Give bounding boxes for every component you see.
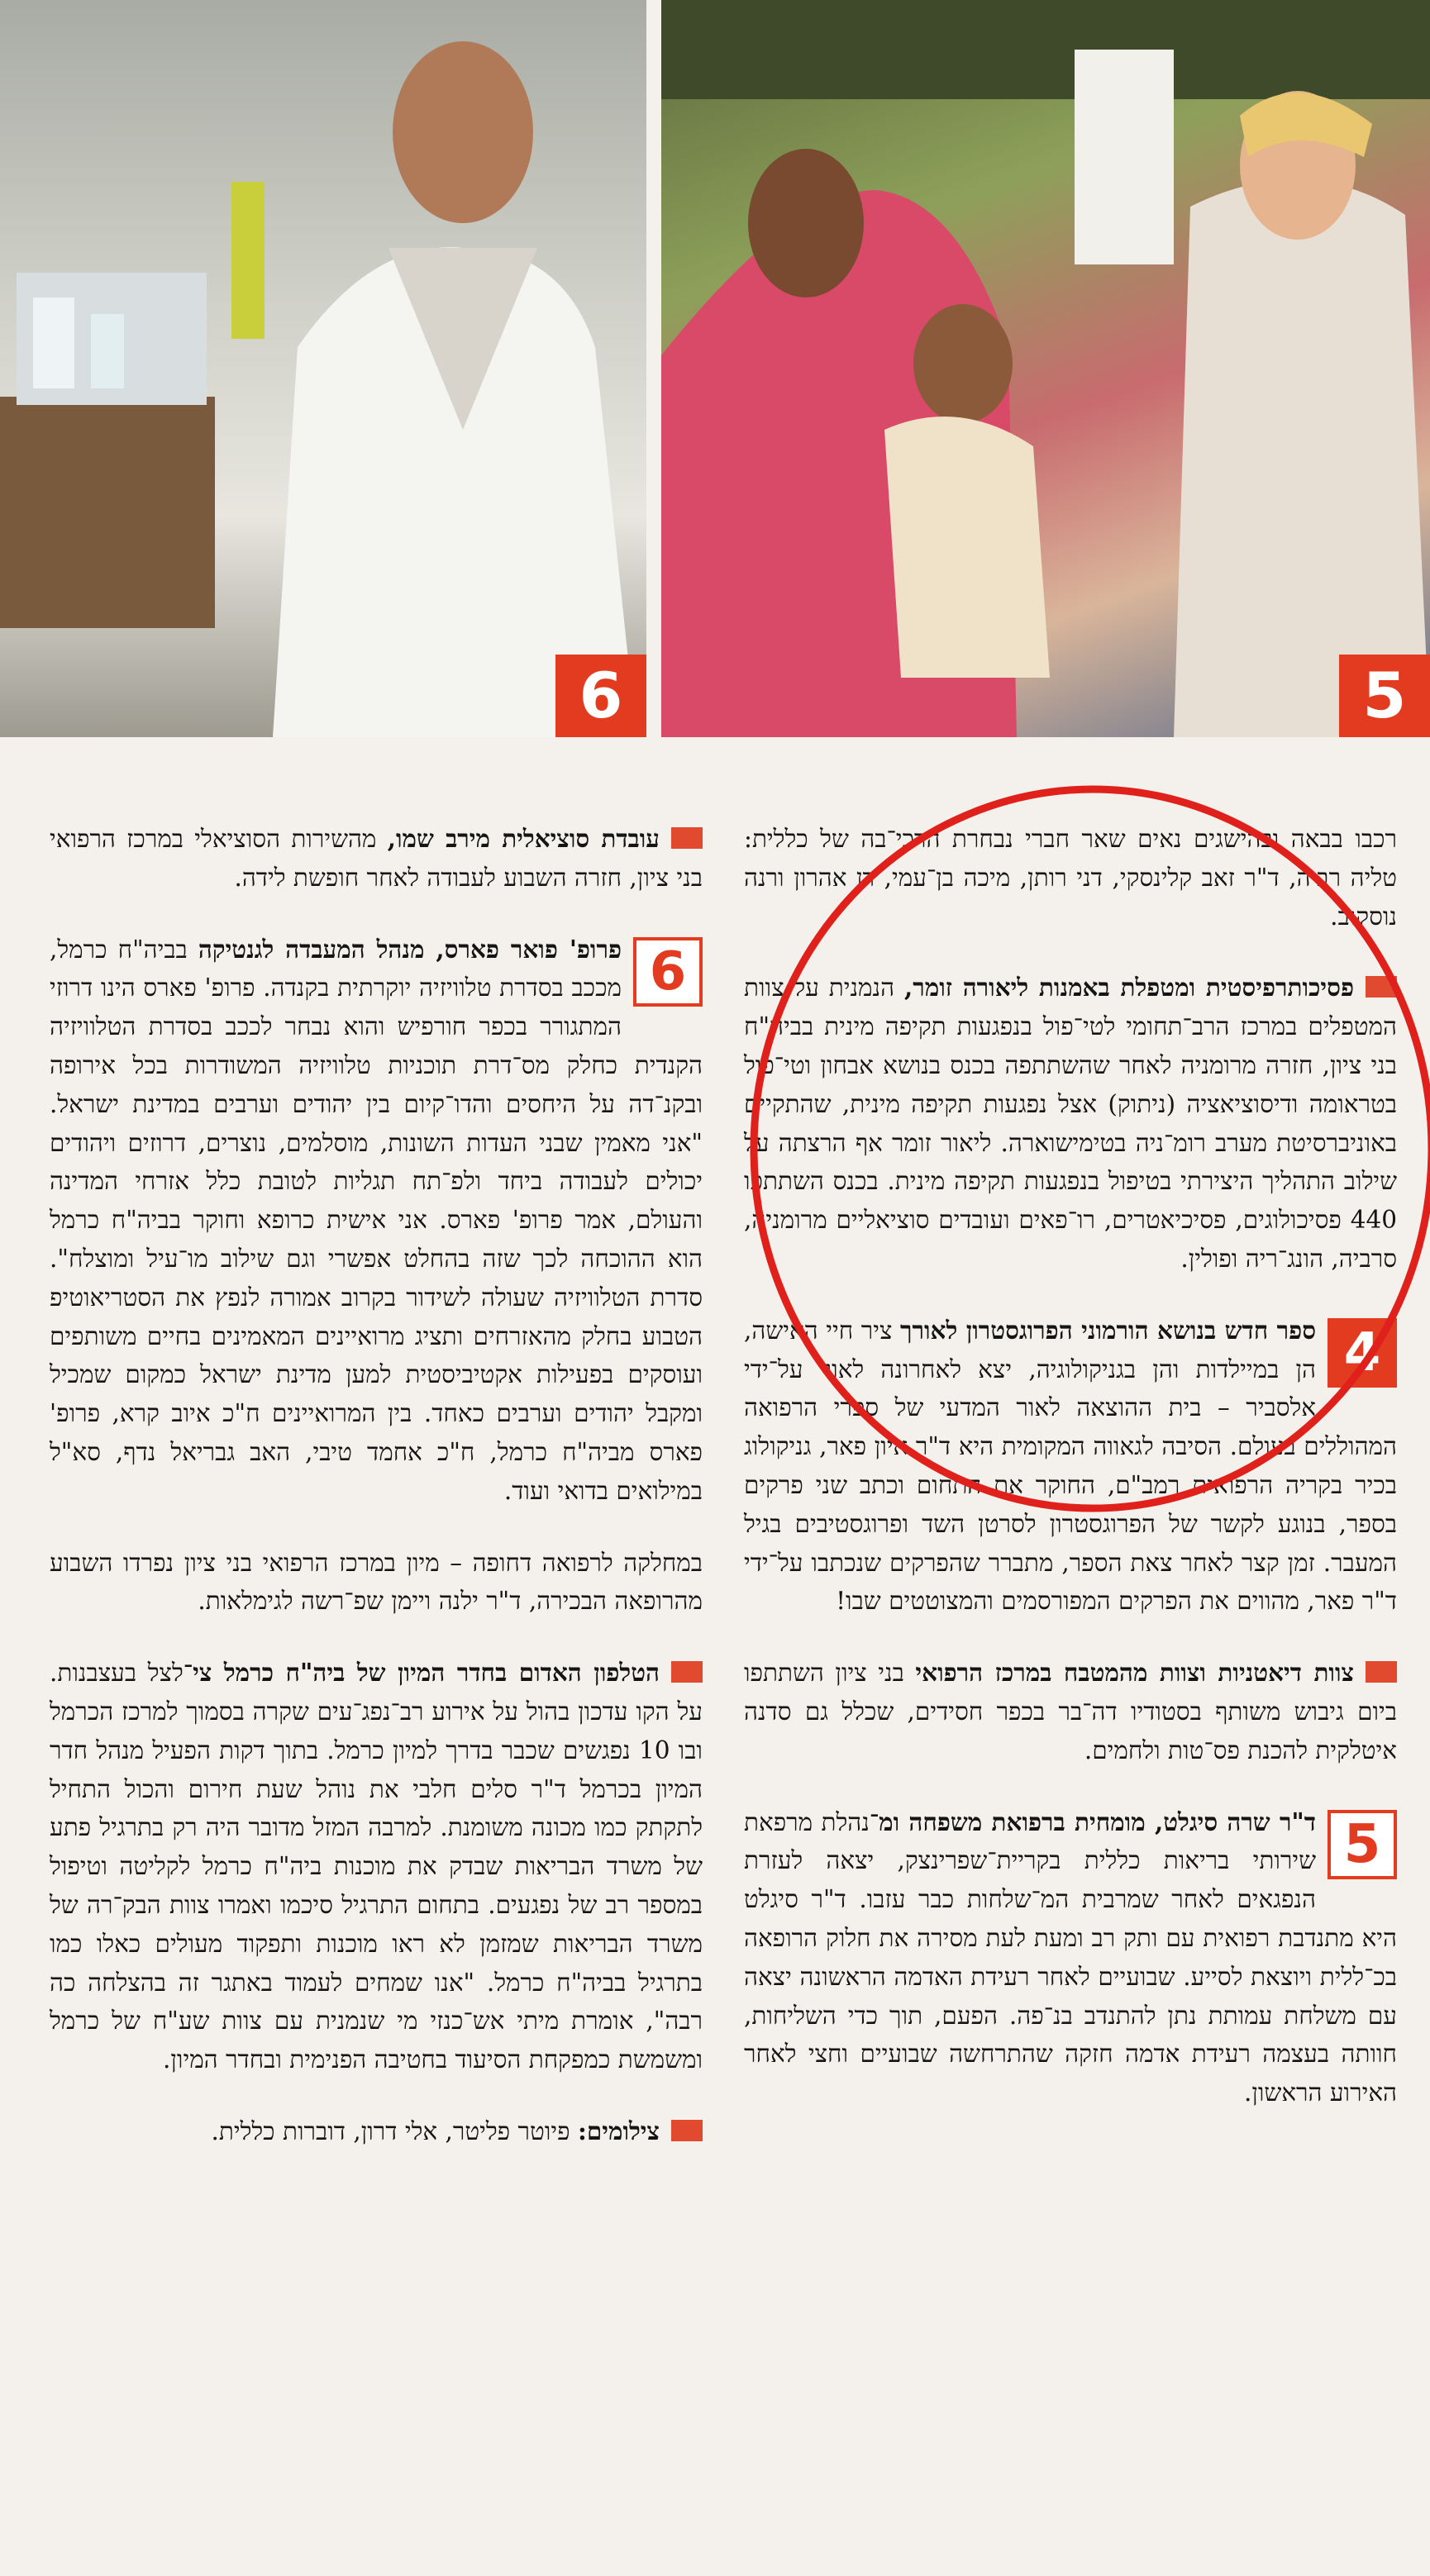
paragraph-lead: ספר חדש בנושא הורמוני הפרוגסטרון לאורך bbox=[900, 1315, 1316, 1345]
article-column-left bbox=[50, 820, 703, 2151]
paragraph-lead: פרופ' פואר פארס, מנהל המעבדה לגנטיקה bbox=[198, 934, 622, 964]
article-paragraph bbox=[744, 1803, 1397, 2112]
paragraph-text: הנמנית על צוות המטפלים במרכז הרב־תחומי לטי־פול בנפגעות תקיפה מינית בביה"ח בני ציון, חזרה מרומניה לאחר שהשתתפה בכנס בנושא אבחון וטי־פול בטראומה ודיסוציאציה (ניתוק) אצל נפגעות תקיפה מינית, שהתקיים באוניברסיטת מערב רומ־ניה בטימישוארה. ליאור זומר אף הרצתה על שילוב התהליך היצירתי בטיפול בנפגעות תקיפה מינית. בכנס השתתפו 440 פסיכולוגים, פסיכיאטרים, רו־פאים ועובדים סוציאליים מרומניה, סרביה, הונג־ריה ופולין. bbox=[744, 974, 1397, 1273]
article-paragraph bbox=[50, 2112, 703, 2151]
article-paragraph bbox=[744, 820, 1397, 936]
photo-doctor-illustration bbox=[0, 0, 646, 737]
paragraph-text: ציר חיי האישה, הן במיילדות והן בגניקולוגיה, יצא לאחרונה לאור על־ידי אלסביר – בית ההוצאה לאור המדעי של ספרי הרפואה המהוללים בעולם. הסיבה לגאווה המקומית היא ד"ר איון פאר, גניקולוג בכיר בקריה הרפואית רמב"ם, החוקר את התחום וכתב שני פרקים בספר, בנוגע לקשר של הפרוגסטרון לסרטן השד ופרוגסטיבים בגיל המעבר. זמן קצר לאחר צאת הספר, מתברר שהפרקים שנכתבו על־ידי ד"ר פאר, מהווים את הפרקים המפורסמים והמצוטטים שבו! bbox=[744, 1316, 1397, 1616]
paragraph-lead: הטלפון האדום בחדר המיון של ביה"ח כרמל צי־ bbox=[183, 1658, 660, 1688]
article-paragraph bbox=[50, 1544, 703, 1621]
photo-badge-5: 5 bbox=[1339, 655, 1430, 737]
article-paragraph bbox=[744, 1654, 1397, 1769]
paragraph-lead: צילומים: bbox=[577, 2116, 660, 2145]
paragraph-lead: צוות דיאטניות וצוות מהמטבח במרכז הרפואי bbox=[915, 1658, 1354, 1688]
article-paragraph bbox=[744, 1312, 1397, 1621]
paragraph-text: בביה"ח כרמל, מככב בסדרת טלוויזיה יוקרתית בקנדה. פרופ' פארס הינו דרוזי המתגורר בכפר חורפיש והוא נבחר לככב בסדרת הטלוויזיה הקנדית כחלק מס־דרת תוכניות טלוויזיה המשודרות בכל אירופה ובקנ־דה על היחסים והדו־קיום בין יהודים וערבים במדינת ישראל. "אני מאמין שבני העדות השונות, מוסלמים, נוצרים, דרוזים ויהודים יכולים לעבודה ביחד ולפ־תח תגליות לטובת כלל אזרחי המדינה והעולם, אמר פרופ' פארס. אני אישית כרופא וחוקר בביה"ח כרמל הוא ההוכחה לכך שזה בהחלט אפשרי וגם שילוב מו־עיל ומוצלח". סדרת הטלוויזיה שעולה לשידור בקרוב אמורה לנפץ את הסטריאוטיפ הטבוע בחלק מהאזרחים ותציג מרואיינים המאמינים בחיים משותפים ועוסקים בפעילות אקטיביסטית למען מדינת ישראל כמקום שמכיל ומקבל יהודים וערבים כאחד. בין המרואיינים ח"כ איוב קרא, פרופ' פארס מביה"ח כרמל, ח"כ אחמד טיבי, האב גבריאל נדף, סא"ל במילואים בדואי ועוד. bbox=[50, 935, 703, 1505]
photo-doctor-with-child bbox=[661, 0, 1430, 737]
paragraph-text: רכבו בבאה ובהישגים נאים שאר חברי נבחרת הרכי־בה של כללית: טליה רביה, ד"ר זאב קלינסקי, דני רותן, מיכה בן־עמי, רן אהרון ורנה נוסקוב. bbox=[744, 825, 1397, 931]
section-number-badge: 4 bbox=[1328, 1318, 1397, 1388]
paragraph-lead: עובדת סוציאלית מירב שמו, bbox=[387, 824, 660, 853]
paragraph-lead: ד"ר שרה סיגלט, מומחית ברפואת משפחה ומ־ bbox=[869, 1807, 1316, 1836]
paragraph-text: בני ציון השתתפו ביום גיבוש משותף בסטודיו דה־בר בכפר חסידים, שכלל גם סדנה איטלקית להכנת פס־טות ולחמים. bbox=[744, 1659, 1397, 1764]
paragraph-text: פיוטר פליטר, אלי דרון, דוברות כללית. bbox=[211, 2117, 578, 2145]
paragraph-text: מהשירות הסוציאלי במרכז הרפואי בני ציון, חזרה השבוע לעבודה לאחר חופשת לידה. bbox=[50, 825, 703, 892]
photo-badge-6: 6 bbox=[555, 655, 646, 737]
paragraph-text: נהלת מרפאת שירותי בריאות כללית בקריית־שפרינצק, יצאה לעזרת הנפגאים לאחר שמרבית המ־שלחות כבר עזבו. ד"ר סיגלט היא מתנדבת רפואית עם ותק רב ומעת לעת מסירה את חלוק הרופאה בכ־ללית ויוצאת לסייע. שבועיים לאחר רעידת האדמה הראשונה יצאה עם משלחת עמותת נתן להתנדב בנ־פה. הפעם, תוך כדי השליחות, חוותה בעצמה רעידת אדמה חזקה שהתרחשה שבועיים וחצי לאחר האירוע הראשון. bbox=[744, 1807, 1397, 2107]
paragraph-text: במחלקה לרפואה דחופה – מיון במרכז הרפואי בני ציון נפרדו השבוע מהרופאה הבכירה, ד"ר ילנה ויימן שפ־רשה לגימלאות. bbox=[50, 1548, 703, 1616]
bullet-square-icon bbox=[671, 827, 703, 849]
photo-doctor bbox=[0, 0, 646, 737]
article-paragraph bbox=[50, 1654, 703, 2079]
article-paragraph bbox=[50, 820, 703, 898]
section-number-badge: 5 bbox=[1328, 1810, 1397, 1879]
article-column-right bbox=[744, 820, 1397, 2112]
bullet-square-icon bbox=[1366, 976, 1397, 998]
article-paragraph bbox=[744, 969, 1397, 1278]
article-paragraph bbox=[50, 931, 703, 1511]
section-number-badge: 6 bbox=[633, 937, 703, 1007]
paragraph-lead: פסיכותרפיסטית ומטפלת באמנות ליאורה זומר, bbox=[903, 973, 1354, 1002]
bullet-square-icon bbox=[671, 1661, 703, 1683]
paragraph-text: לצל בעצבנות. על הקו עדכון בהול על אירוע רב־נפג־עים שקרה בסמוך למרכז הכרמל ובו 10 נפגשים שכבר בדרך למיון כרמל. בתוך דקות הפעיל מנהל חדר המיון בכרמל ד"ר סלים חלבי את נוהל שעת חירום והכול התחיל לתקתק כמו מכונה משומנת. למרבה המזל מדובר היה רק בתרגיל פתע של משרד הבריאות שבדק את מוכנות ביה"ח כרמל לקליטה וטיפול במספר רב של נפגעים. בתחום התרגיל סיכמו ואמרו צוות הבק־רה של משרד הבריאות שמזמן לא ראו מוכנות ותפקוד מעולים כאלו כמו בתרגיל בביה"ח כרמל. "אנו שמחים לעמוד באתגר זה בהצלחה כה רבה", אומרת מיתי אש־כנזי מי שנמנית עם צוות שע"ח של כרמל ומשמשת כמפקחת הסיעוד בחטיבה הפנימית ובחדר המיון. bbox=[50, 1659, 703, 2074]
bullet-square-icon bbox=[1366, 1661, 1397, 1683]
bullet-square-icon bbox=[671, 2120, 703, 2141]
photo-child-illustration bbox=[661, 0, 1430, 737]
